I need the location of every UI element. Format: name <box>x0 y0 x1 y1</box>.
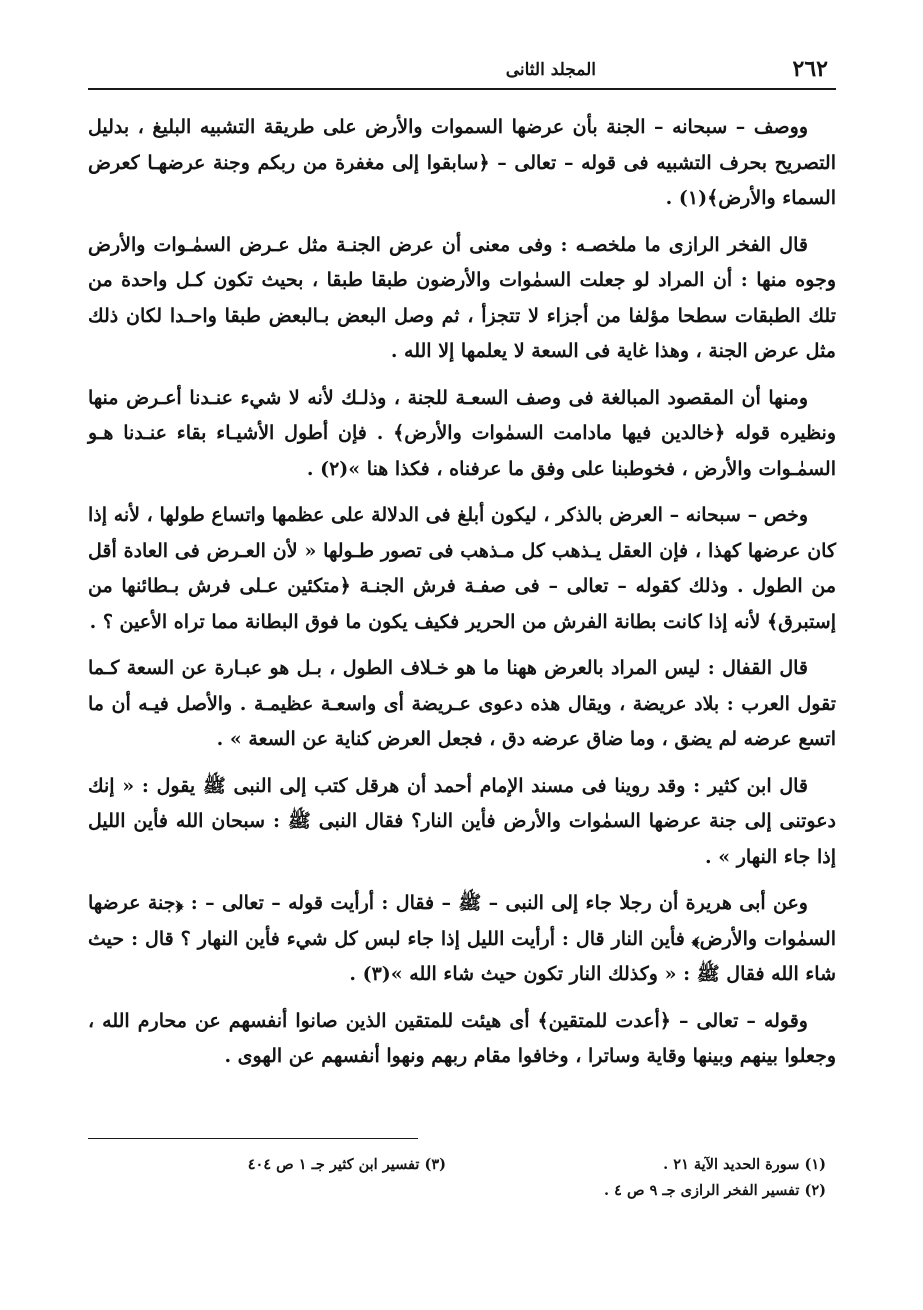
paragraph: وخص – سبحانه – العرض بالذكر ، ليكون أبلغ فى الدلالة على عظمها واتساع طولها ، لأنه إذا كان عرضها كهذا ، فإن العقل يـذهب كل مـذهب فى تصور طـولها « لأن العـرض فى العادة أقل من الطول . وذلك كقوله – تعالى – فى صفـة فرش الجنـة ﴿متكئين عـلى فرش بـطائنها من إستبرق﴾ لأنه إذا كانت بطانة الفرش من الحرير فكيف يكون ما فوق البطانة مما تراه الأعين ؟ . <box>88 504 836 633</box>
paragraph: قال الفخر الرازى ما ملخصـه : وفى معنى أن عرض الجنـة مثل عـرض السمٰـوات والأرض وجوه منها : أن المراد لو جعلت السمٰوات والأرضون طبقا طبقا ، بحيث تكون كـل واحدة من تلك الطبقات سطحا مؤلفا من أجزاء لا تتجزأ ، ثم وصل البعض بـالبعض طبقا واحـدا لكان ذلك مثل عرض الجنة ، وهذا غاية فى السعة لا يعلمها إلا الله . <box>88 233 836 362</box>
footnote-row <box>88 1178 826 1204</box>
paragraph: وقوله – تعالى – ﴿أعدت للمتقين﴾ أى هيئت للمتقين الذين صانوا أنفسهم عن محارم الله ، وجعلوا بينهم وبينها وقاية وساترا ، وخافوا مقام ربهم ونهوا أنفسهم عن الهوى . <box>88 1009 836 1067</box>
footnote-2: (٢) تفسير الفخر الرازى جـ ٩ ص ٤ . <box>604 1182 826 1199</box>
paragraph: ومنها أن المقصود المبالغة فى وصف السعـة للجنة ، وذلـك لأنه لا شيء عنـدنا أعـرض منها ونظيره قوله ﴿خالدين فيها مادامت السمٰوات والأرض﴾ . فإن أطول الأشيـاء بقاء عنـدنا هـو السمٰـوات والأرض ، فخوطبنا على وفق ما عرفناه ، فكذا هنا »(٢) . <box>88 386 836 480</box>
paragraph: ووصف – سبحانه – الجنة بأن عرضها السموات والأرض على طريقة التشبيه البليغ ، بدليل التصريح بحرف التشبيه فى قوله – تعالى – ﴿سابقوا إلى مغفرة من ربكم وجنة عرضهـا كعرض السماء والأرض﴾(١) . <box>88 116 836 209</box>
footnotes <box>88 1152 826 1204</box>
page-number: ٢٦٢ <box>792 56 828 82</box>
paragraph: قال ابن كثير : وقد روينا فى مسند الإمام أحمد أن هرقل كتب إلى النبى ﷺ يقول : « إنك دعوتنى إلى جنة عرضها السمٰوات والأرض فأين النار؟ فقال النبى ﷺ : سبحان الله فأين الليل إذا جاء النهار » . <box>88 774 836 868</box>
book-page <box>88 52 836 1252</box>
footnote-1: (١) سورة الحديد الآية ٢١ . <box>663 1156 826 1173</box>
footnote-3: (٣) تفسير ابن كثير جـ ١ ص ٤٠٤ <box>247 1156 446 1173</box>
paragraph: وعن أبى هريرة أن رجلا جاء إلى النبى – ﷺ – فقال : أرأيت قوله – تعالى – : ﴿جنة عرضها السمٰوات والأرض﴾ فأين النار قال : أرأيت الليل إذا جاء لبس كل شيء فأين النهار ؟ قال : حيث شاء الله فقال ﷺ : « وكذلك النار تكون حيث شاء الله »(٣) . <box>88 892 836 985</box>
volume-title: المجلد الثانى <box>505 60 596 80</box>
body-text <box>88 110 836 1075</box>
paragraph: قال القفال : ليس المراد بالعرض ههنا ما هو خـلاف الطول ، بـل هو عبـارة عن السعة كـما تقول العرب : بلاد عريضة ، ويقال هذه دعوى عـريضة أى واسعـة عظيمـة . والأصل فيـه أن ما اتسع عرضه لم يضق ، وما ضاق عرضه دق ، فجعل العرض كناية عن السعة » . <box>88 657 836 750</box>
footnote-divider <box>88 1138 418 1139</box>
page-header <box>88 52 836 90</box>
footnote-row <box>88 1152 826 1178</box>
